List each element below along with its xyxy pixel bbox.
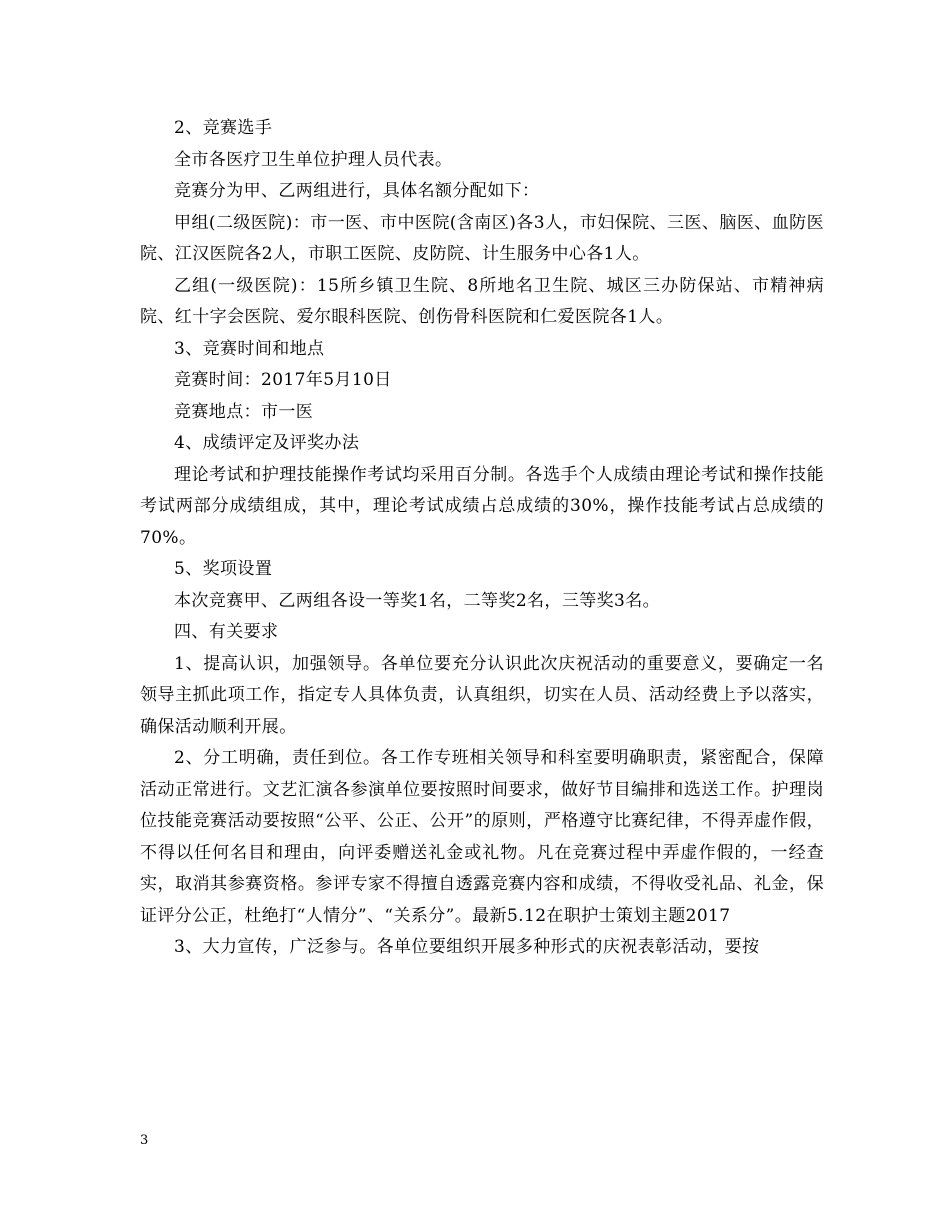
paragraph: 理论考试和护理技能操作考试均采用百分制。各选手个人成绩由理论考试和操作技能考试两部分成绩组成，其中，理论考试成绩占总成绩的30%，操作技能考试占总成绩的70%。	[140, 464, 824, 548]
paragraph: 竞赛时间：2017年5月10日	[174, 370, 392, 390]
heading-scoring: 4、成绩评定及评奖办法	[174, 433, 360, 453]
heading-time-location: 3、竞赛时间和地点	[174, 338, 325, 359]
paragraph: 全市各医疗卫生单位护理人员代表。	[174, 149, 453, 170]
heading-requirements: 四、有关要求	[174, 622, 279, 642]
page-number: 3	[140, 1133, 149, 1148]
document-body	[140, 113, 824, 964]
paragraph: 甲组(二级医院)：市一医、市中医院(含南区)各3人，市妇保院、三医、脑医、血防医院、江汉医院各2人，市职工医院、皮防院、计生服务中心各1人。	[140, 212, 824, 264]
paragraph: 2、分工明确，责任到位。各工作专班相关领导和科室要明确职责，紧密配合，保障活动正常进行。文艺汇演各参演单位要按照时间要求，做好节目编排和选送工作。护理岗位技能竞赛活动要按照“公平、公正、公开”的原则，严格遵守比赛纪律，不得弄虚作假，不得以任何名目和理由，向评委赠送礼金或礼物。凡在竞赛过程中弄虚作假的，一经查实，取消其参赛资格。参评专家不得擅自透露竞赛内容和成绩，不得收受礼品、礼金，保证评分公正，杜绝打“人情分”、“关系分”。最新5.12在职护士策划主题2017	[140, 748, 824, 926]
heading-contestants: 2、竞赛选手	[174, 118, 273, 138]
paragraph: 1、提高认识，加强领导。各单位要充分认识此次庆祝活动的重要意义，要确定一名领导主抓此项工作，指定专人具体负责，认真组织，切实在人员、活动经费上予以落实，确保活动顺利开展。	[140, 653, 824, 737]
paragraph: 本次竞赛甲、乙两组各设一等奖1名，二等奖2名，三等奖3名。	[174, 590, 661, 611]
paragraph: 乙组(一级医院)：15所乡镇卫生院、8所地名卫生院、城区三办防保站、市精神病院、红十字会医院、爱尔眼科医院、创伤骨科医院和仁爱医院各1人。	[140, 275, 824, 327]
paragraph: 竞赛分为甲、乙两组进行，具体名额分配如下：	[174, 181, 540, 201]
paragraph: 竞赛地点：市一医	[174, 401, 314, 422]
paragraph: 3、大力宣传，广泛参与。各单位要组织开展多种形式的庆祝表彰活动，要按	[174, 937, 760, 957]
heading-awards: 5、奖项设置	[174, 559, 273, 579]
